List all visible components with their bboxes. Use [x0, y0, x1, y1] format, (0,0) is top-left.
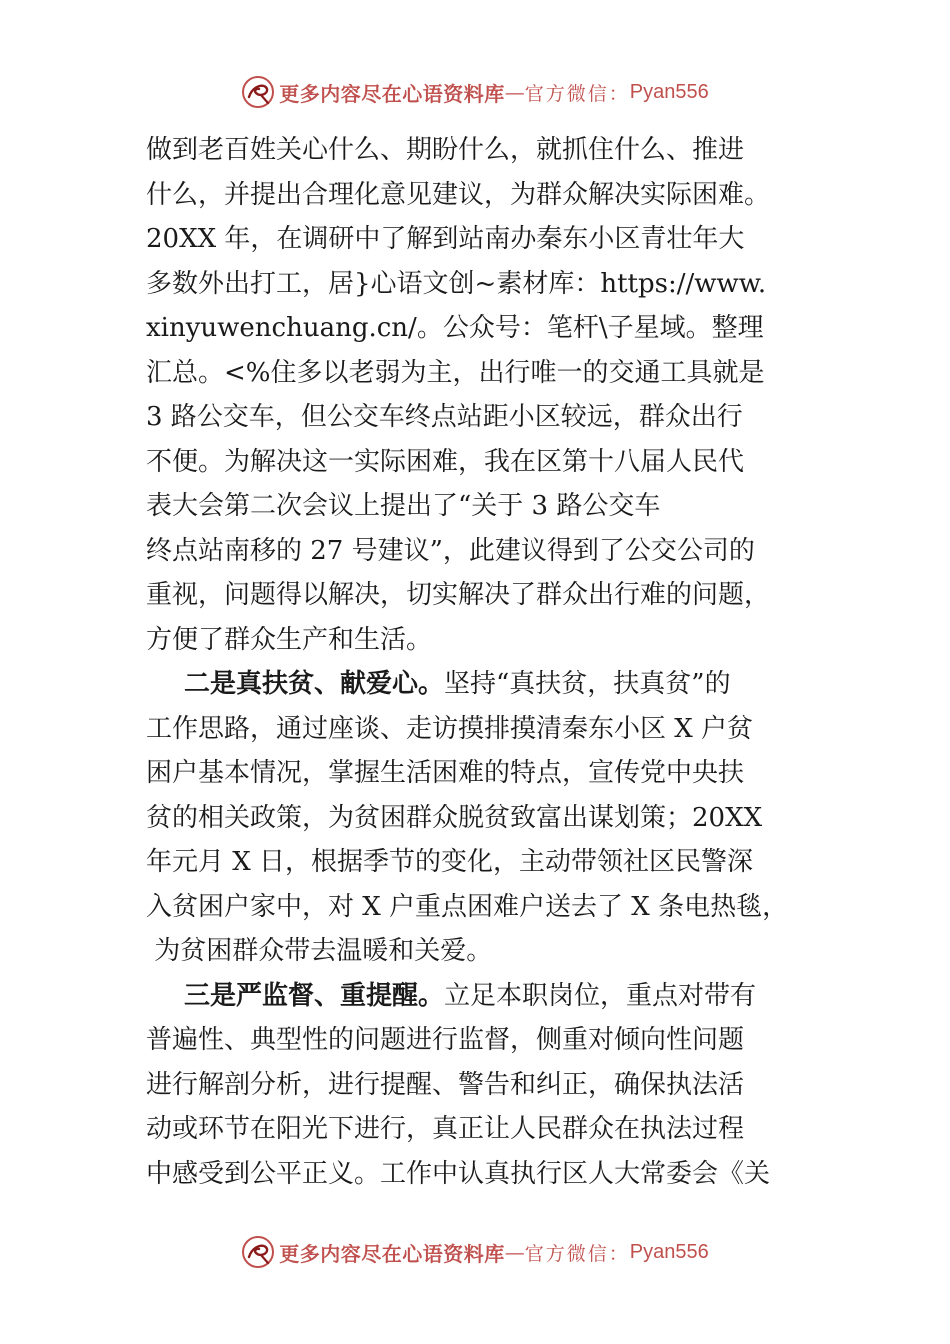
swirl-logo-icon: [241, 1235, 275, 1269]
text-line: 表大会第二次会议上提出了“关于 3 路公交车: [146, 491, 661, 521]
text-line: 为贫困群众带去温暖和关爱。: [146, 936, 493, 966]
text-line: 3 路公交车，但公交车终点站距小区较远，群众出行: [146, 402, 743, 432]
text-line: 贫的相关政策，为贫困群众脱贫致富出谋划策；20XX: [146, 802, 763, 833]
swirl-logo-icon: [241, 75, 275, 109]
paragraph-3: [146, 974, 826, 1197]
banner-wechat-id: Pyan556: [629, 1240, 709, 1263]
paragraph-2-heading: 二是真扶贫、献爱心。: [184, 669, 445, 699]
text-line: 中感受到公平正义。工作中认真执行区人大常委会《关: [146, 1158, 771, 1189]
text-line: 不便。为解决这一实际困难，我在区第十八届人民代: [146, 446, 745, 477]
text-line: 方便了群众生产和生活。: [146, 624, 433, 655]
text-line: 困户基本情况，掌握生活困难的特点，宣传党中央扶: [146, 758, 745, 788]
footer-banner-inner: [241, 1235, 708, 1269]
text-line: 终点站南移的 27 号建议”，此建议得到了公交公司的: [146, 535, 755, 566]
header-banner-inner: [241, 75, 708, 109]
paragraph-3-heading: 三是严监督、重提醒。: [184, 980, 445, 1011]
text-line: xinyuwenchuang.cn/。公众号：笔杆\子星域。整理: [146, 313, 764, 343]
header-banner: [0, 68, 950, 116]
text-line: 工作思路，通过座谈、走访摸排摸清秦东小区 X 户贫: [146, 713, 754, 744]
paragraph-2: [146, 662, 826, 974]
banner-wechat-id: Pyan556: [629, 80, 709, 103]
banner-title: 更多内容尽在心语资料库: [279, 1241, 505, 1266]
text-line: 多数外出打工，居}心语文创~素材库：https://www.: [146, 268, 767, 299]
text-line: 什么，并提出合理化意见建议，为群众解决实际困难。: [146, 179, 771, 210]
text-line: 进行解剖分析，进行提醒、警告和纠正，确保执法活: [146, 1069, 745, 1100]
banner-wechat-label: 官方微信：: [524, 82, 630, 105]
text-line: 汇总。<%住多以老弱为主，出行唯一的交通工具就是: [146, 357, 765, 388]
text-line: 动或环节在阳光下进行，真正让人民群众在执法过程: [146, 1114, 745, 1144]
text-line-first: [146, 662, 826, 707]
text-line: 20XX 年，在调研中了解到站南办秦东小区青壮年大: [146, 224, 745, 254]
banner-separator: —: [504, 1240, 525, 1264]
banner-separator: —: [504, 80, 525, 104]
document-body: [146, 128, 826, 1196]
text-line: 年元月 X 日，根据季节的变化，主动带领社区民警深: [146, 847, 754, 877]
banner-wechat-label: 官方微信：: [524, 1242, 630, 1265]
paragraph-1: [146, 128, 826, 662]
text-line: 普遍性、典型性的问题进行监督，侧重对倾向性问题: [146, 1025, 745, 1055]
text-line: 重视，问题得以解决，切实解决了群众出行难的问题，: [146, 580, 771, 610]
banner-title: 更多内容尽在心语资料库: [279, 81, 505, 106]
paragraph-2-first-rest: 坚持“真扶贫，扶真贫”的: [444, 669, 731, 699]
paragraph-3-first-rest: 立足本职岗位，重点对带有: [444, 980, 757, 1011]
text-line-first: [146, 974, 826, 1019]
text-line: 入贫困户家中，对 X 户重点困难户送去了 X 条电热毯，: [146, 891, 789, 922]
footer-banner: [0, 1228, 950, 1276]
text-line: 做到老百姓关心什么、期盼什么，就抓住什么、推进: [146, 135, 745, 165]
